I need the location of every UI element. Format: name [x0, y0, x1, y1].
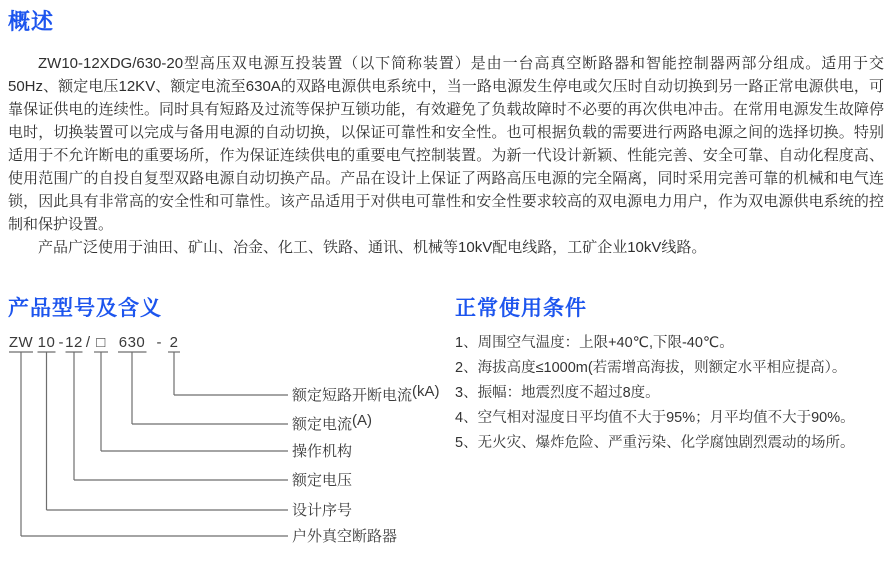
condition-item-vibration: 3、振幅：地震烈度不超过8度。	[455, 385, 660, 401]
model-segment-breaking: 2	[169, 334, 179, 351]
condition-item-altitude: 2、海拔高度≤1000m(若需增高海拔，则额定水平相应提高）。	[455, 360, 847, 376]
conditions-list	[455, 331, 887, 456]
model-label-rated-current: 额定电流(A)	[292, 412, 373, 433]
overview-text-block	[8, 52, 884, 259]
model-label-rated-voltage: 额定电压	[292, 472, 353, 489]
overview-title: 概述	[8, 9, 55, 34]
model-label-operating-mechanism: 操作机构	[292, 443, 353, 460]
model-segment-voltage: 12	[65, 334, 83, 351]
condition-item-humidity: 4、空气相对湿度日平均值不大于95%；月平均值不大于90%。	[455, 410, 855, 426]
conditions-section-title: 正常使用条件	[455, 297, 587, 320]
model-meaning-diagram	[8, 334, 448, 570]
model-segment-design: 10	[37, 334, 56, 351]
overview-paragraph-1: ZW10-12XDG/630-20型高压双电源互投装置（以下简称装置）是由一台高真空断路器和智能控制器两部分组成。适用于交50Hz、额定电压12KV、额定电流至630A的双路电源供电系统中，当一路电源发生停电或欠压时自动切换到另一路正常电源供电，可靠保证供电的连续性。同时具有短路及过流等保护互锁功能，有效避免了负载故障时不必要的再次供电冲击。在常用电源发生故障停电时，切换装置可以完成与备用电源的自动切换，以保证可靠性和安全性。也可根据负载的需要进行两路电源之间的选择切换。特别适用于不允许断电的重要场所，作为保证连续供电的重要电气控制装置。为新一代设计新颖、性能完善、安全可靠、自动化程度高、使用范围广的自投自复型双路电源自动切换产品。产品在设计上保证了两路高压电源的完全隔离，同时采用完善可靠的机械和电气连锁，因此具有非常高的安全性和可靠性。该产品适用于对供电可靠性和安全性要求较高的双电源电力用户，作为双电源供电系统的控制和保护设置。	[8, 55, 884, 233]
model-label-outdoor-vacuum-breaker: 户外真空断路器	[292, 528, 398, 545]
model-segment-current: 630	[118, 334, 146, 351]
model-separator-dash1: -	[58, 334, 64, 351]
overview-paragraph-2: 产品广泛使用于油田、矿山、冶金、化工、铁路、通讯、机械等10kV配电线路，工矿企业10kV线路。	[38, 239, 707, 256]
model-separator-dash2: -	[156, 334, 162, 351]
condition-item-environment: 5、无火灾、爆炸危险、严重污染、化学腐蚀剧烈震动的场所。	[455, 435, 855, 451]
diagram-leader-lines	[21, 352, 288, 536]
model-segment-zw: ZW	[8, 334, 34, 351]
model-label-rated-breaking-current: 额定短路开断电流(kA)	[292, 383, 440, 404]
model-separator-slash: /	[85, 334, 91, 351]
model-diagram-canvas	[8, 334, 448, 570]
condition-item-temperature: 1、周围空气温度：上限+40℃,下限-40℃。	[455, 335, 734, 351]
model-segment-mechanism: □	[96, 334, 106, 351]
model-label-design-serial: 设计序号	[292, 502, 353, 519]
model-section-title: 产品型号及含义	[8, 297, 162, 320]
